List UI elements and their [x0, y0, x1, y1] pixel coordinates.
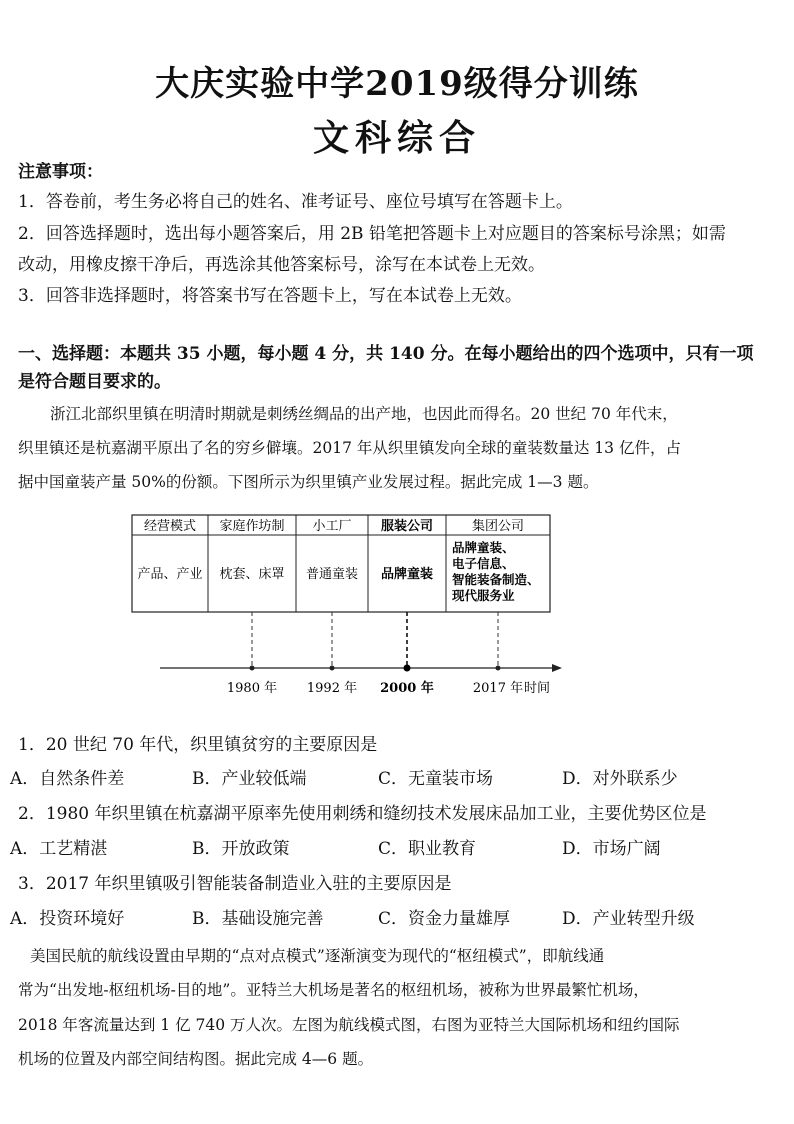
timeline-point [330, 666, 335, 671]
passage2-line4: 机场的位置及内部空间结构图。据此完成 4—6 题。 [18, 1050, 374, 1068]
section-heading-line2: 是符合题目要求的。 [18, 372, 171, 392]
question-2-option-c[interactable]: C．职业教育 [378, 839, 477, 859]
industry-development-diagram [120, 510, 570, 700]
notice-item-1: 1．答卷前，考生务必将自己的姓名、准考证号、座位号填写在答题卡上。 [18, 192, 573, 212]
question-3-option-c[interactable]: C．资金力量雄厚 [378, 909, 511, 929]
diagram-group-item: 智能装备制造、 [452, 572, 540, 587]
question-1-option-a[interactable]: A．自然条件差 [10, 769, 125, 789]
diagram-cell-family: 枕套、床罩 [219, 567, 285, 582]
timeline-year: 2017 年 [472, 681, 524, 696]
question-3-option-a[interactable]: A．投资环境好 [10, 909, 125, 929]
question-1-option-c[interactable]: C．无童装市场 [378, 769, 494, 789]
section-heading-line1: 一、选择题：本题共 35 小题，每小题 4 分，共 140 分。在每小题给出的四个选项中，只有一项 [18, 344, 754, 364]
diagram-group-item: 电子信息、 [452, 556, 515, 571]
timeline-year: 1992 年 [306, 681, 358, 696]
passage1-line1: 浙江北部织里镇在明清时期就是刺绣丝绸品的出产地，也因此而得名。20 世纪 70 年代末， [50, 405, 678, 423]
notice-item-2-cont: 改动，用橡皮擦干净后，再选涂其他答案标号，涂写在本试卷上无效。 [18, 255, 545, 275]
notice-item-2: 2．回答选择题时，选出每小题答案后，用 2B 铅笔把答题卡上对应题目的答案标号涂黑；如需 [18, 224, 726, 244]
diagram-group-item: 品牌童装、 [452, 540, 515, 555]
question-2-stem: 2．1980 年织里镇在杭嘉湖平原率先使用刺绣和缝纫技术发展床品加工业，主要优势区位是 [18, 804, 707, 824]
question-3-option-b[interactable]: B．基础设施完善 [192, 909, 324, 929]
exam-title: 大庆实验中学2019级得分训练 [155, 64, 639, 104]
timeline-point [404, 665, 411, 672]
timeline-point [496, 666, 501, 671]
passage1-line2: 织里镇还是杭嘉湖平原出了名的穷乡僻壤。2017 年从织里镇发向全球的童装数量达 13 亿件，占 [18, 439, 681, 457]
diagram-header-mode: 经营模式 [143, 519, 197, 534]
question-3-stem: 3．2017 年织里镇吸引智能装备制造业入驻的主要原因是 [18, 874, 452, 894]
question-2-option-d[interactable]: D．市场广阔 [562, 839, 661, 859]
diagram-cell-garment-company: 品牌童装 [380, 567, 434, 582]
passage2-line2: 常为“出发地-枢纽机场-目的地”。亚特兰大机场是著名的枢纽机场，被称为世界最繁忙机场， [18, 981, 649, 999]
timeline-axis-label: 时间 [524, 681, 551, 696]
diagram-header-small-factory: 小工厂 [312, 519, 352, 534]
diagram-row-label: 产品、产业 [137, 567, 203, 582]
diagram-header-garment-company: 服装公司 [380, 519, 434, 534]
timeline-arrow [552, 664, 562, 672]
diagram-header-group-company: 集团公司 [471, 519, 525, 534]
diagram-group-item: 现代服务业 [452, 588, 515, 603]
timeline-year: 1980 年 [226, 681, 278, 696]
notice-heading: 注意事项： [18, 162, 103, 182]
timeline-year: 2000 年 [380, 681, 434, 696]
exam-subtitle: 文科综合 [312, 117, 481, 159]
question-1-option-d[interactable]: D．对外联系少 [562, 769, 678, 789]
question-1-option-b[interactable]: B．产业较低端 [192, 769, 307, 789]
notice-item-3: 3．回答非选择题时，将答案书写在答题卡上，写在本试卷上无效。 [18, 286, 522, 306]
passage1-line3: 据中国童装产量 50%的份额。下图所示为织里镇产业发展过程。据此完成 1—3 题。 [18, 473, 599, 491]
question-3-option-d[interactable]: D．产业转型升级 [562, 909, 695, 929]
question-2-option-a[interactable]: A．工艺精湛 [10, 839, 108, 859]
diagram-cell-small-factory: 普通童装 [305, 567, 359, 582]
question-2-option-b[interactable]: B．开放政策 [192, 839, 290, 859]
timeline-point [250, 666, 255, 671]
passage2-line1: 美国民航的航线设置由早期的“点对点模式”逐渐演变为现代的“枢纽模式”，即航线通 [30, 947, 605, 965]
question-1-stem: 1．20 世纪 70 年代，织里镇贫穷的主要原因是 [18, 735, 378, 755]
diagram-header-family: 家庭作坊制 [219, 519, 285, 534]
passage2-line3: 2018 年客流量达到 1 亿 740 万人次。左图为航线模式图，右图为亚特兰大国际机场和纽约国际 [18, 1016, 680, 1034]
